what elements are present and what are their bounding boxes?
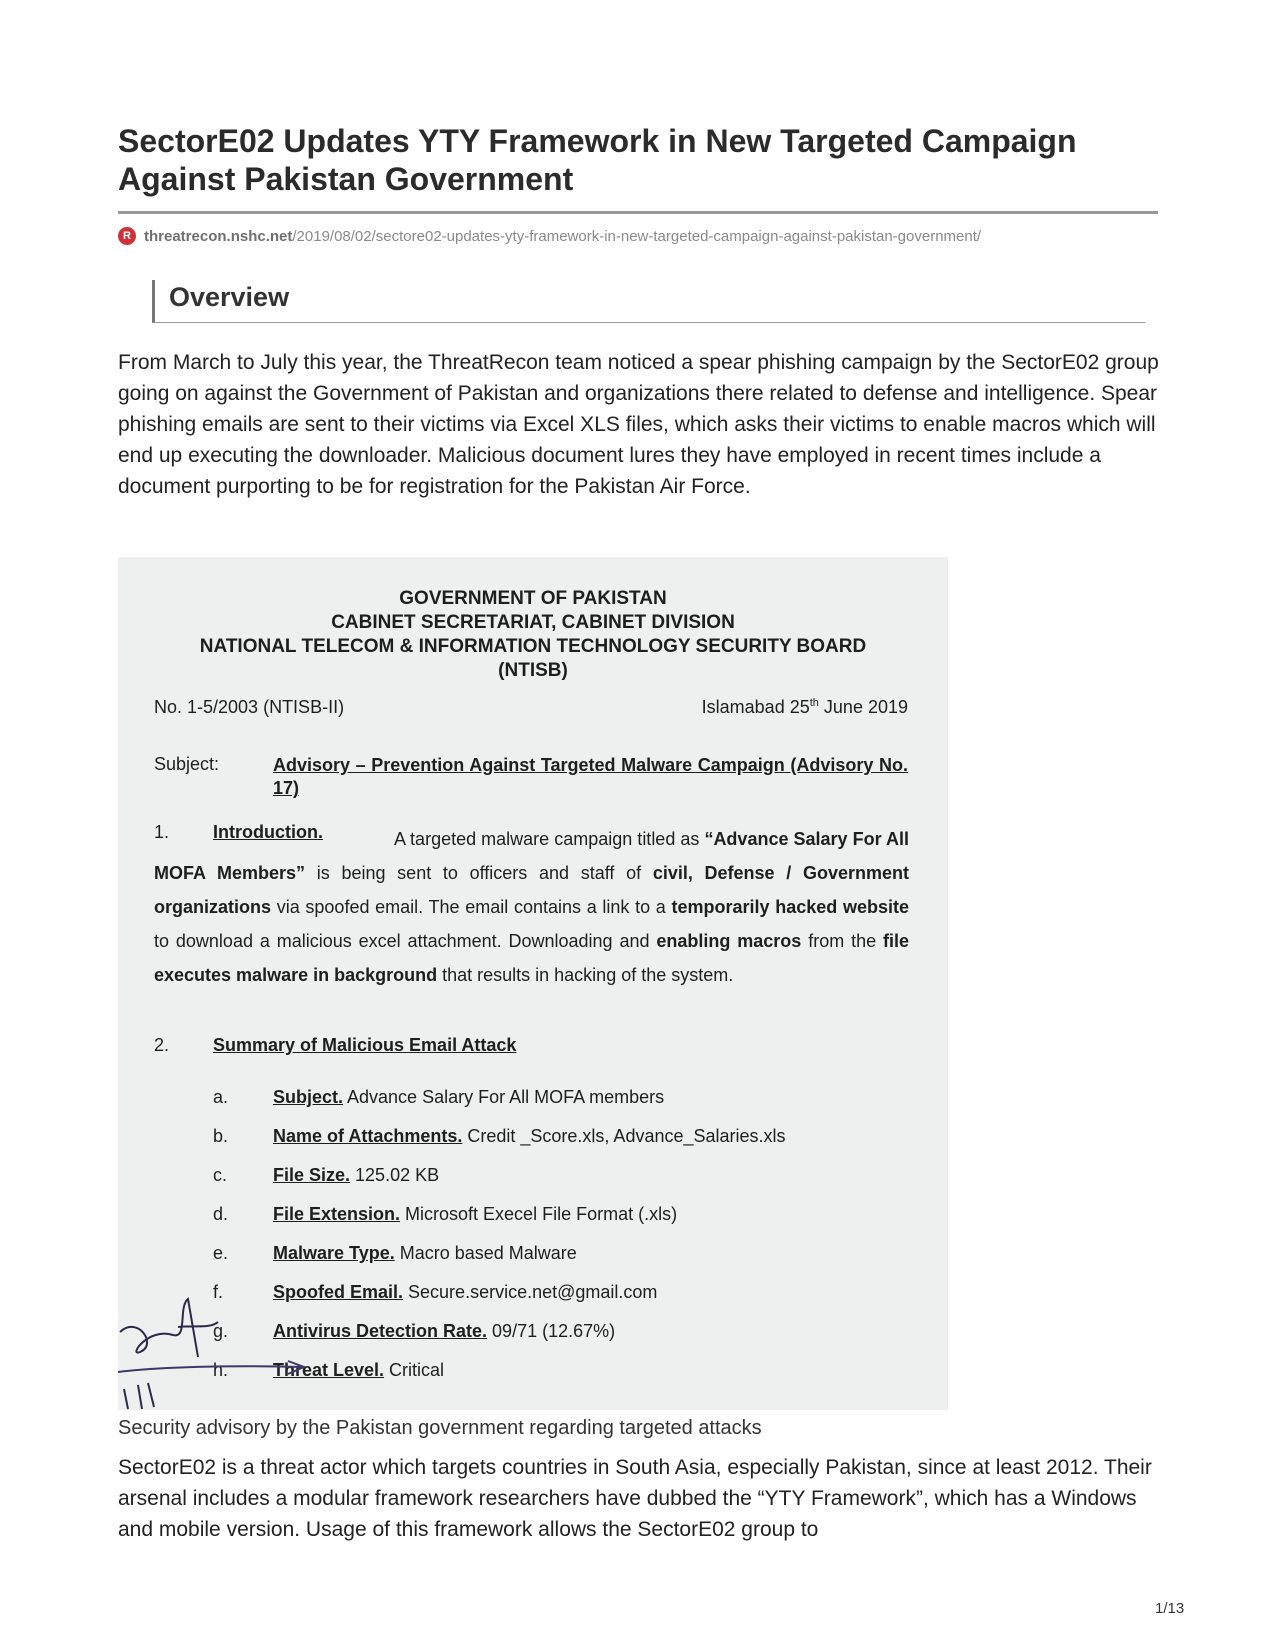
- advisory-date: [702, 697, 908, 718]
- summary-item-value: Microsoft Execel File Format (.xls): [400, 1204, 678, 1224]
- page-number: 1/13: [1155, 1600, 1185, 1617]
- source-domain[interactable]: threatrecon.nshc.net: [144, 227, 293, 245]
- advisory-header-line4: (NTISB): [498, 660, 568, 681]
- intro-text-2: is being sent to officers and staff of: [305, 863, 653, 883]
- intro-text-6: that results in hacking of the system.: [437, 965, 734, 985]
- summary-item-letter: c.: [213, 1165, 228, 1185]
- advisory-date-suffix: June 2019: [818, 697, 908, 717]
- summary-item: [213, 1243, 577, 1264]
- summary-item-letter: g.: [213, 1321, 229, 1341]
- paragraph-background: SectorE02 is a threat actor which targets countries in South Asia, especially Pakistan, since at least 2012. Their arsenal includes a modular framework researchers have dubbed the “YTY Framework”, which has a Windows and mobile version. Usage of this framework allows the SectorE02 group to: [118, 1456, 1152, 1541]
- summary-item-label: File Size.: [273, 1165, 351, 1185]
- intro-heading: Introduction.: [213, 822, 323, 842]
- intro-text-4: to download a malicious excel attachment. Downloading and: [154, 931, 657, 951]
- summary-item: [213, 1126, 786, 1147]
- summary-item-label: Name of Attachments.: [273, 1126, 463, 1146]
- summary-item: [213, 1204, 677, 1225]
- summary-item-value: Secure.service.net@gmail.com: [403, 1282, 658, 1302]
- summary-item-label: Malware Type.: [273, 1243, 395, 1263]
- summary-item-value: Macro based Malware: [394, 1243, 577, 1263]
- intro-bold-2: civil, Defense / Government organizations: [154, 863, 909, 917]
- summary-item-label: Threat Level.: [273, 1360, 385, 1380]
- title-divider: [118, 211, 1158, 214]
- intro-bold-3: temporarily hacked website: [671, 897, 909, 917]
- intro-number: 1.: [154, 822, 170, 842]
- summary-item-value: 09/71 (12.67%): [487, 1321, 616, 1341]
- summary-item: [213, 1087, 664, 1108]
- paragraph-overview: From March to July this year, the ThreatRecon team noticed a spear phishing campaign by the SectorE02 group going on against the Government of Pakistan and organizations there related to defense and intelligence. Spear phishing emails are sent to their victims via Excel XLS files, which asks their victims to enable macros which will end up executing the downloader. Malicious document lures they have employed in recent times include a document purporting to be for registration for the Pakistan Air Force.: [118, 351, 1159, 498]
- section-heading: Overview: [169, 282, 290, 312]
- advisory-header-line2: CABINET SECRETARIAT, CABINET DIVISION: [331, 612, 735, 633]
- source-url[interactable]: [118, 226, 1178, 246]
- summary-item-letter: h.: [213, 1360, 229, 1380]
- summary-item-letter: f.: [213, 1282, 224, 1302]
- intro-bold-5: file executes malware in background: [154, 931, 910, 985]
- advisory-date-prefix: Islamabad 25: [701, 697, 810, 717]
- advisory-subject-text: Advisory – Prevention Against Targeted Malware Campaign (Advisory No. 17): [273, 755, 908, 798]
- summary-item-label: Antivirus Detection Rate.: [273, 1321, 488, 1341]
- summary-item-letter: a.: [213, 1087, 229, 1107]
- intro-text-3: via spoofed email. The email contains a link to a: [271, 897, 672, 917]
- summary-item-label: File Extension.: [273, 1204, 401, 1224]
- summary-item-letter: e.: [213, 1243, 229, 1263]
- intro-bold-1: “Advance Salary For All MOFA Members”: [154, 829, 909, 883]
- summary-item-value: Critical: [384, 1360, 445, 1380]
- summary-item-label: Spoofed Email.: [273, 1282, 404, 1302]
- advisory-header-line1: GOVERNMENT OF PAKISTAN: [399, 588, 667, 609]
- summary-number: 2.: [154, 1035, 170, 1055]
- advisory-date-sup: th: [809, 697, 819, 709]
- advisory-scan-image: [118, 557, 948, 1410]
- intro-text-5: from the: [801, 931, 883, 951]
- summary-item-value: Credit _Score.xls, Advance_Salaries.xls: [462, 1126, 786, 1146]
- source-path[interactable]: /2019/08/02/sectore02-updates-yty-framework-in-new-targeted-campaign-against-pakistan-government/: [292, 227, 982, 245]
- advisory-header-line3: NATIONAL TELECOM & INFORMATION TECHNOLOGY SECURITY BOARD: [199, 636, 867, 657]
- summary-item-letter: b.: [213, 1126, 229, 1146]
- summary-item: [213, 1165, 439, 1186]
- intro-bold-4: enabling macros: [656, 931, 802, 951]
- summary-item-letter: d.: [213, 1204, 229, 1224]
- figure-caption: Security advisory by the Pakistan government regarding targeted attacks: [118, 1417, 762, 1439]
- advisory-subject-label: Subject:: [154, 754, 220, 774]
- summary-item-value: 125.02 KB: [350, 1165, 440, 1185]
- summary-item-value: Advance Salary For All MOFA members: [343, 1087, 665, 1107]
- summary-heading: Summary of Malicious Email Attack: [213, 1035, 517, 1055]
- intro-text-1: A targeted malware campaign titled as: [394, 829, 705, 849]
- advisory-ref-number: No. 1-5/2003 (NTISB-II): [154, 697, 345, 717]
- site-favicon-icon: R: [118, 227, 136, 245]
- handwritten-signature-icon: [118, 1297, 318, 1410]
- section-heading-box: [152, 280, 1145, 323]
- intro-body: [154, 822, 909, 992]
- article-title: SectorE02 Updates YTY Framework in New Targeted Campaign Against Pakistan Government: [118, 123, 1077, 197]
- summary-item-label: Subject.: [273, 1087, 344, 1107]
